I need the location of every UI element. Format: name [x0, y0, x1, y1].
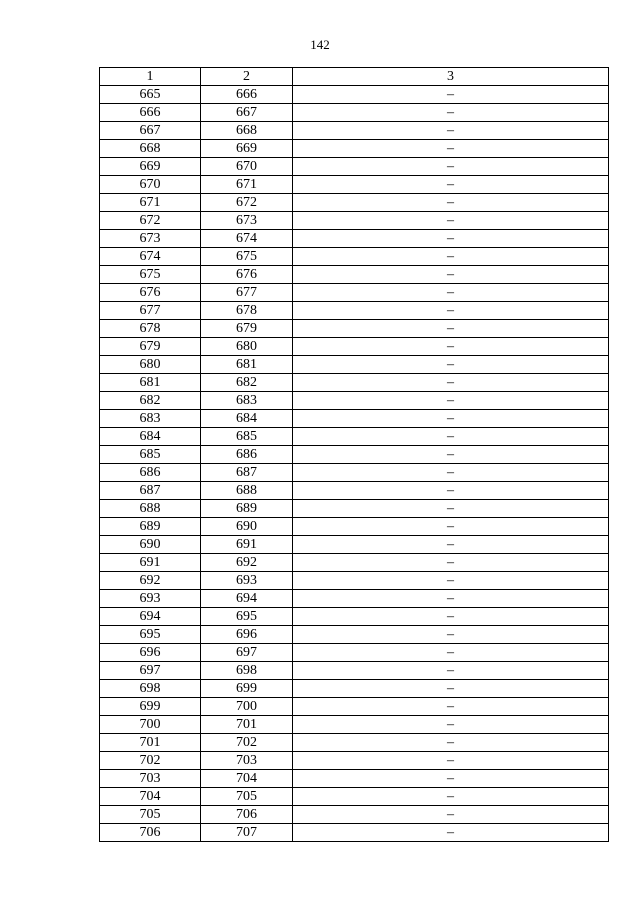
table-row: [100, 734, 609, 752]
table-row: [100, 266, 609, 284]
table-row: [100, 320, 609, 338]
table-cell-col-2: 702: [201, 734, 293, 752]
table-cell-col-2: 694: [201, 590, 293, 608]
table-cell-col-1: 679: [100, 338, 201, 356]
table-cell-col-2: 681: [201, 356, 293, 374]
table-cell-col-1: 668: [100, 140, 201, 158]
table-header: [100, 68, 609, 86]
table-cell-col-3: –: [293, 680, 609, 698]
table-cell-col-1: 671: [100, 194, 201, 212]
table-cell-col-1: 684: [100, 428, 201, 446]
table-row: [100, 194, 609, 212]
table-row: [100, 680, 609, 698]
table-cell-col-2: 707: [201, 824, 293, 842]
table-row: [100, 716, 609, 734]
table-row: [100, 122, 609, 140]
table-row: [100, 824, 609, 842]
table-cell-col-3: –: [293, 824, 609, 842]
column-header-1: 1: [100, 68, 201, 86]
table-cell-col-3: –: [293, 482, 609, 500]
table-row: [100, 230, 609, 248]
table-row: [100, 248, 609, 266]
table-body: [100, 86, 609, 842]
table-cell-col-2: 666: [201, 86, 293, 104]
table-cell-col-2: 697: [201, 644, 293, 662]
table-row: [100, 752, 609, 770]
table-row: [100, 284, 609, 302]
table-cell-col-2: 686: [201, 446, 293, 464]
table-row: [100, 86, 609, 104]
header-row: [100, 68, 609, 86]
table-cell-col-3: –: [293, 266, 609, 284]
table-row: [100, 104, 609, 122]
table-row: [100, 662, 609, 680]
table-cell-col-2: 706: [201, 806, 293, 824]
table-cell-col-2: 671: [201, 176, 293, 194]
table-cell-col-3: –: [293, 536, 609, 554]
table-cell-col-1: 683: [100, 410, 201, 428]
table-cell-col-1: 672: [100, 212, 201, 230]
table-cell-col-2: 696: [201, 626, 293, 644]
table-cell-col-3: –: [293, 770, 609, 788]
table-row: [100, 644, 609, 662]
table-row: [100, 302, 609, 320]
table-cell-col-1: 673: [100, 230, 201, 248]
table-row: [100, 410, 609, 428]
table-cell-col-1: 685: [100, 446, 201, 464]
table-row: [100, 806, 609, 824]
table-cell-col-1: 691: [100, 554, 201, 572]
table-cell-col-3: –: [293, 392, 609, 410]
table-cell-col-3: –: [293, 176, 609, 194]
table-cell-col-2: 689: [201, 500, 293, 518]
table-row: [100, 608, 609, 626]
page-number: 142: [310, 37, 330, 52]
table-cell-col-1: 675: [100, 266, 201, 284]
table-cell-col-2: 700: [201, 698, 293, 716]
table-cell-col-3: –: [293, 356, 609, 374]
table-row: [100, 626, 609, 644]
table-cell-col-1: 676: [100, 284, 201, 302]
table-cell-col-3: –: [293, 248, 609, 266]
table-cell-col-1: 665: [100, 86, 201, 104]
table-cell-col-2: 673: [201, 212, 293, 230]
table-cell-col-2: 690: [201, 518, 293, 536]
table-cell-col-3: –: [293, 86, 609, 104]
table-cell-col-1: 695: [100, 626, 201, 644]
table-cell-col-3: –: [293, 374, 609, 392]
table-cell-col-3: –: [293, 428, 609, 446]
table-cell-col-3: –: [293, 338, 609, 356]
table-cell-col-2: 669: [201, 140, 293, 158]
table-row: [100, 500, 609, 518]
table-cell-col-1: 705: [100, 806, 201, 824]
table-row: [100, 482, 609, 500]
table-cell-col-2: 670: [201, 158, 293, 176]
table-cell-col-2: 674: [201, 230, 293, 248]
table-cell-col-3: –: [293, 284, 609, 302]
table-cell-col-3: –: [293, 410, 609, 428]
table-cell-col-2: 678: [201, 302, 293, 320]
table-cell-col-3: –: [293, 302, 609, 320]
table-cell-col-1: 688: [100, 500, 201, 518]
table-cell-col-2: 683: [201, 392, 293, 410]
table-cell-col-1: 696: [100, 644, 201, 662]
table-row: [100, 338, 609, 356]
table-cell-col-1: 680: [100, 356, 201, 374]
table-cell-col-2: 703: [201, 752, 293, 770]
table-cell-col-3: –: [293, 806, 609, 824]
table-cell-col-2: 698: [201, 662, 293, 680]
table-cell-col-2: 687: [201, 464, 293, 482]
table-row: [100, 554, 609, 572]
table-cell-col-3: –: [293, 662, 609, 680]
table-cell-col-3: –: [293, 608, 609, 626]
table-row: [100, 374, 609, 392]
table-cell-col-3: –: [293, 734, 609, 752]
table-row: [100, 536, 609, 554]
table-row: [100, 158, 609, 176]
data-table: [99, 67, 609, 842]
table-row: [100, 464, 609, 482]
table-row: [100, 590, 609, 608]
table-cell-col-2: 676: [201, 266, 293, 284]
table-cell-col-1: 699: [100, 698, 201, 716]
table-cell-col-2: 695: [201, 608, 293, 626]
table-cell-col-3: –: [293, 572, 609, 590]
table-cell-col-2: 688: [201, 482, 293, 500]
table-cell-col-3: –: [293, 194, 609, 212]
table-cell-col-1: 700: [100, 716, 201, 734]
table-cell-col-3: –: [293, 644, 609, 662]
table-cell-col-1: 693: [100, 590, 201, 608]
table-cell-col-2: 692: [201, 554, 293, 572]
table-cell-col-3: –: [293, 212, 609, 230]
table-cell-col-3: –: [293, 158, 609, 176]
table-cell-col-1: 697: [100, 662, 201, 680]
table-cell-col-1: 701: [100, 734, 201, 752]
table-cell-col-2: 682: [201, 374, 293, 392]
table-cell-col-1: 666: [100, 104, 201, 122]
table-cell-col-3: –: [293, 716, 609, 734]
table-row: [100, 176, 609, 194]
table-cell-col-3: –: [293, 518, 609, 536]
table-cell-col-3: –: [293, 446, 609, 464]
table-cell-col-1: 669: [100, 158, 201, 176]
table-cell-col-2: 679: [201, 320, 293, 338]
table-cell-col-1: 706: [100, 824, 201, 842]
table-cell-col-3: –: [293, 104, 609, 122]
table-cell-col-1: 702: [100, 752, 201, 770]
table-row: [100, 788, 609, 806]
table-row: [100, 428, 609, 446]
table-cell-col-1: 687: [100, 482, 201, 500]
table-cell-col-2: 704: [201, 770, 293, 788]
table-cell-col-1: 690: [100, 536, 201, 554]
table-row: [100, 140, 609, 158]
table-cell-col-1: 677: [100, 302, 201, 320]
table-cell-col-3: –: [293, 464, 609, 482]
table-cell-col-3: –: [293, 698, 609, 716]
table-row: [100, 698, 609, 716]
table-cell-col-3: –: [293, 140, 609, 158]
table-cell-col-2: 699: [201, 680, 293, 698]
table-cell-col-2: 677: [201, 284, 293, 302]
table-cell-col-1: 682: [100, 392, 201, 410]
table-cell-col-1: 674: [100, 248, 201, 266]
table-cell-col-3: –: [293, 752, 609, 770]
table-cell-col-1: 686: [100, 464, 201, 482]
table-cell-col-3: –: [293, 122, 609, 140]
table-cell-col-2: 668: [201, 122, 293, 140]
table-cell-col-3: –: [293, 320, 609, 338]
table-cell-col-1: 704: [100, 788, 201, 806]
table-cell-col-2: 691: [201, 536, 293, 554]
table-cell-col-1: 681: [100, 374, 201, 392]
table-row: [100, 356, 609, 374]
table-cell-col-3: –: [293, 554, 609, 572]
table-row: [100, 572, 609, 590]
column-header-2: 2: [201, 68, 293, 86]
table-cell-col-1: 678: [100, 320, 201, 338]
table-cell-col-2: 675: [201, 248, 293, 266]
table-cell-col-3: –: [293, 626, 609, 644]
table-row: [100, 212, 609, 230]
table-row: [100, 392, 609, 410]
table-cell-col-2: 684: [201, 410, 293, 428]
table-row: [100, 518, 609, 536]
table-cell-col-2: 705: [201, 788, 293, 806]
table-cell-col-3: –: [293, 230, 609, 248]
table-cell-col-2: 667: [201, 104, 293, 122]
column-header-3: 3: [293, 68, 609, 86]
table-cell-col-2: 701: [201, 716, 293, 734]
table-row: [100, 770, 609, 788]
table-cell-col-3: –: [293, 788, 609, 806]
table-cell-col-3: –: [293, 500, 609, 518]
table-cell-col-3: –: [293, 590, 609, 608]
table-cell-col-2: 685: [201, 428, 293, 446]
table-cell-col-1: 689: [100, 518, 201, 536]
table-cell-col-1: 670: [100, 176, 201, 194]
table-cell-col-2: 672: [201, 194, 293, 212]
table-cell-col-2: 680: [201, 338, 293, 356]
table-cell-col-1: 667: [100, 122, 201, 140]
table-cell-col-1: 698: [100, 680, 201, 698]
table-cell-col-1: 703: [100, 770, 201, 788]
table-cell-col-1: 692: [100, 572, 201, 590]
table-cell-col-2: 693: [201, 572, 293, 590]
table-row: [100, 446, 609, 464]
table-cell-col-1: 694: [100, 608, 201, 626]
